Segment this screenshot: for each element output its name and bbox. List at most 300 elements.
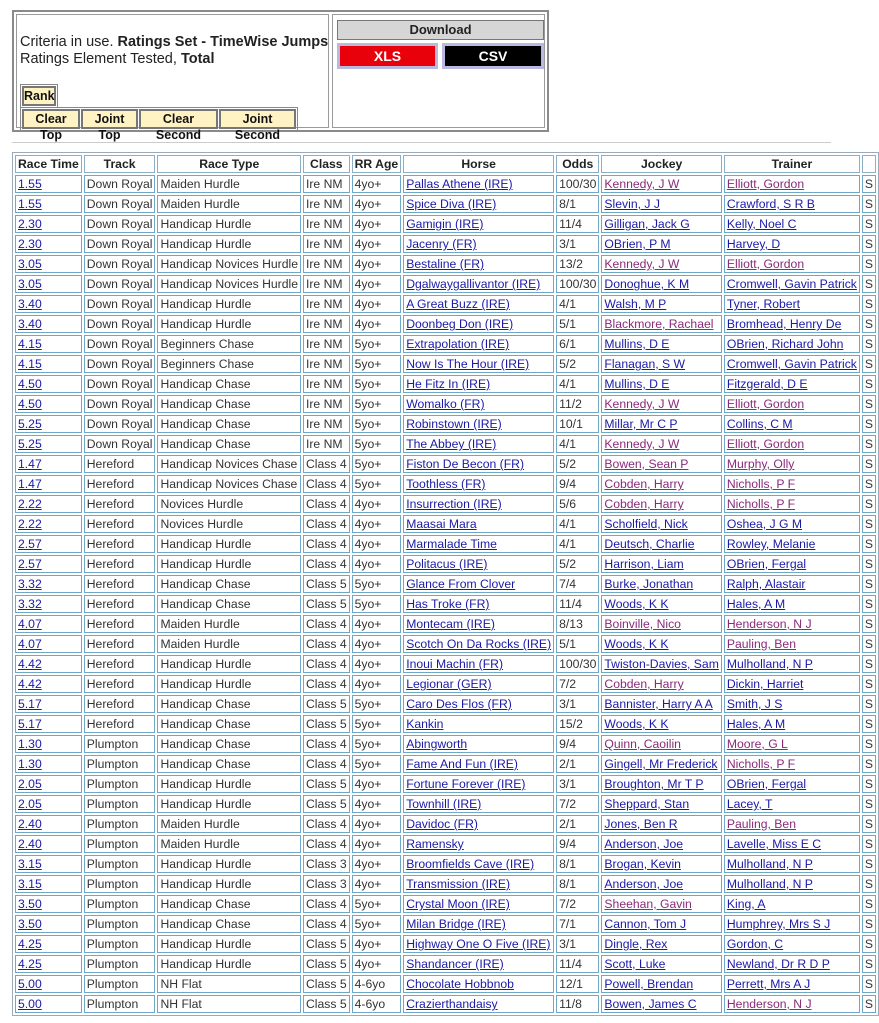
trainer-cell (724, 715, 860, 733)
jockey-link[interactable]: Cobden, Harry (604, 477, 684, 491)
race-time-cell (15, 595, 82, 613)
race-time-link[interactable]: 2.22 (18, 517, 42, 531)
trainer-link[interactable]: Nicholls, P F (726, 757, 796, 771)
overflow-cell: S (862, 215, 876, 233)
race-time-cell (15, 455, 82, 473)
table-row (15, 915, 876, 933)
column-header-trainer[interactable]: Trainer (724, 155, 860, 173)
horse-cell (403, 515, 554, 533)
jockey-cell (601, 915, 721, 933)
race-time-link[interactable]: 3.15 (18, 877, 42, 891)
column-header-overflow (862, 155, 876, 173)
horse-link[interactable]: Broomfields Cave (IRE) (406, 857, 535, 871)
jockey-link[interactable]: Millar, Mr C P (604, 417, 678, 431)
jockey-link[interactable]: Boinville, Nico (604, 617, 681, 631)
horse-link[interactable]: The Abbey (IRE) (406, 437, 497, 451)
column-header-jockey[interactable]: Jockey (601, 155, 721, 173)
jockey-cell (601, 795, 721, 813)
class-cell: Class 3 (303, 875, 350, 893)
download-panel (332, 14, 545, 128)
jockey-link[interactable]: Slevin, J J (604, 197, 660, 211)
trainer-link[interactable]: Elliott, Gordon (726, 257, 805, 271)
trainer-link[interactable]: Nicholls, P F (726, 497, 796, 511)
race-time-cell (15, 495, 82, 513)
overflow-cell: S (862, 535, 876, 553)
jockey-link[interactable]: Mullins, D E (604, 337, 670, 351)
horse-link[interactable]: Toothless (FR) (406, 477, 486, 491)
overflow-cell: S (862, 715, 876, 733)
jockey-cell (601, 715, 721, 733)
trainer-link[interactable]: Henderson, N J (726, 617, 812, 631)
class-cell: Class 4 (303, 915, 350, 933)
race-time-link[interactable]: 4.50 (18, 397, 42, 411)
jockey-link[interactable]: Deutsch, Charlie (604, 537, 695, 551)
track-cell: Hereford (84, 555, 156, 573)
column-header-class[interactable]: Class (303, 155, 350, 173)
rr-age-cell: 4yo+ (352, 875, 402, 893)
horse-link[interactable]: Davidoc (FR) (406, 817, 478, 831)
trainer-link[interactable]: Moore, G L (726, 737, 788, 751)
jockey-link[interactable]: Twiston-Davies, Sam (604, 657, 719, 671)
trainer-cell (724, 955, 860, 973)
jockey-cell (601, 475, 721, 493)
overflow-cell: S (862, 655, 876, 673)
odds-cell: 11/8 (556, 995, 599, 1013)
jockey-link[interactable]: Woods, K K (604, 637, 669, 651)
race-time-link[interactable]: 5.25 (18, 417, 42, 431)
horse-link[interactable]: Jacenry (FR) (406, 237, 477, 251)
horse-link[interactable]: Fortune Forever (IRE) (406, 777, 526, 791)
horse-link[interactable]: Robinstown (IRE) (406, 417, 502, 431)
race-time-link[interactable]: 1.55 (18, 197, 42, 211)
jockey-cell (601, 555, 721, 573)
jockey-link[interactable]: Quinn, Caoilin (604, 737, 681, 751)
jockey-link[interactable]: Cannon, Tom J (604, 917, 687, 931)
table-row (15, 275, 876, 293)
race-time-link[interactable]: 1.30 (18, 757, 42, 771)
table-body (15, 175, 876, 1013)
race-type-cell: Handicap Chase (157, 375, 301, 393)
trainer-link[interactable]: Lacey, T (726, 797, 773, 811)
overflow-cell: S (862, 915, 876, 933)
trainer-link[interactable]: King, A (726, 897, 766, 911)
trainer-link[interactable]: Pauling, Ben (726, 637, 796, 651)
jockey-link[interactable]: Kennedy, J W (604, 257, 680, 271)
race-time-link[interactable]: 3.50 (18, 897, 42, 911)
horse-link[interactable]: Inoui Machin (FR) (406, 657, 504, 671)
joint-second-button[interactable]: Joint Second (219, 109, 296, 129)
race-type-cell: Beginners Chase (157, 335, 301, 353)
race-type-cell: Handicap Chase (157, 595, 301, 613)
trainer-link[interactable]: Elliott, Gordon (726, 437, 805, 451)
race-time-link[interactable]: 4.25 (18, 937, 42, 951)
jockey-link[interactable]: Gingell, Mr Frederick (604, 757, 718, 771)
jockey-link[interactable]: Anderson, Joe (604, 837, 684, 851)
trainer-link[interactable]: Lavelle, Miss E C (726, 837, 822, 851)
horse-link[interactable]: Abingworth (406, 737, 468, 751)
track-cell: Down Royal (84, 255, 156, 273)
race-time-link[interactable]: 1.30 (18, 737, 42, 751)
trainer-link[interactable]: Nicholls, P F (726, 477, 796, 491)
horse-link[interactable]: Milan Bridge (IRE) (406, 917, 506, 931)
race-time-link[interactable]: 1.55 (18, 177, 42, 191)
horse-link[interactable]: He Fitz In (IRE) (406, 377, 491, 391)
rr-age-cell: 5yo+ (352, 915, 402, 933)
horse-link[interactable]: Legionar (GER) (406, 677, 492, 691)
horse-cell (403, 855, 554, 873)
download-label: Download (337, 20, 544, 40)
horse-link[interactable]: Pallas Athene (IRE) (406, 177, 513, 191)
trainer-link[interactable]: Gordon, C (726, 937, 784, 951)
race-time-link[interactable]: 3.05 (18, 277, 42, 291)
class-cell: Class 5 (303, 975, 350, 993)
race-time-cell (15, 175, 82, 193)
race-time-link[interactable]: 4.15 (18, 357, 42, 371)
xls-download-button[interactable]: XLS (337, 43, 438, 69)
race-time-link[interactable]: 5.17 (18, 697, 42, 711)
race-time-link[interactable]: 2.57 (18, 557, 42, 571)
horse-link[interactable]: Gamigin (IRE) (406, 217, 484, 231)
horse-link[interactable]: Womalko (FR) (406, 397, 485, 411)
odds-cell: 9/4 (556, 735, 599, 753)
race-time-link[interactable]: 5.00 (18, 997, 42, 1011)
odds-cell: 5/1 (556, 635, 599, 653)
jockey-link[interactable]: Powell, Brendan (604, 977, 694, 991)
trainer-link[interactable]: Ralph, Alastair (726, 577, 806, 591)
trainer-link[interactable]: Dickin, Harriet (726, 677, 804, 691)
trainer-cell (724, 915, 860, 933)
trainer-link[interactable]: Mulholland, N P (726, 877, 813, 891)
horse-cell (403, 875, 554, 893)
class-cell: Ire NM (303, 255, 350, 273)
class-cell: Class 4 (303, 515, 350, 533)
horse-link[interactable]: Crazierthandaisy (406, 997, 498, 1011)
horse-link[interactable]: Now Is The Hour (IRE) (406, 357, 530, 371)
trainer-link[interactable]: Hales, A M (726, 717, 786, 731)
trainer-link[interactable]: Elliott, Gordon (726, 177, 805, 191)
trainer-link[interactable]: Bromhead, Henry De (726, 317, 842, 331)
rr-age-cell: 4yo+ (352, 815, 402, 833)
horse-link[interactable]: A Great Buzz (IRE) (406, 297, 510, 311)
horse-cell (403, 615, 554, 633)
table-row (15, 395, 876, 413)
column-header-rr-age[interactable]: RR Age (352, 155, 402, 173)
horse-link[interactable]: Transmission (IRE) (406, 877, 511, 891)
jockey-link[interactable]: Sheehan, Gavin (604, 897, 692, 911)
class-cell: Class 4 (303, 755, 350, 773)
horse-link[interactable]: Kankin (406, 717, 444, 731)
track-cell: Plumpton (84, 875, 156, 893)
horse-cell (403, 595, 554, 613)
trainer-cell (724, 735, 860, 753)
jockey-cell (601, 855, 721, 873)
race-time-link[interactable]: 4.50 (18, 377, 42, 391)
table-row (15, 895, 876, 913)
horse-cell (403, 175, 554, 193)
horse-link[interactable]: Fame And Fun (IRE) (406, 757, 518, 771)
horse-link[interactable]: Doonbeg Don (IRE) (406, 317, 514, 331)
race-time-link[interactable]: 2.30 (18, 217, 42, 231)
horse-link[interactable]: Ramensky (406, 837, 464, 851)
jockey-link[interactable]: Walsh, M P (604, 297, 667, 311)
trainer-link[interactable]: Newland, Dr R D P (726, 957, 830, 971)
trainer-link[interactable]: Hales, A M (726, 597, 786, 611)
race-time-link[interactable]: 2.22 (18, 497, 42, 511)
horse-cell (403, 715, 554, 733)
trainer-link[interactable]: Pauling, Ben (726, 817, 796, 831)
jockey-link[interactable]: Kennedy, J W (604, 397, 680, 411)
trainer-link[interactable]: OBrien, Fergal (726, 777, 807, 791)
odds-cell: 10/1 (556, 415, 599, 433)
table-row (15, 995, 876, 1013)
jockey-link[interactable]: Jones, Ben R (604, 817, 678, 831)
race-type-cell: Handicap Chase (157, 755, 301, 773)
odds-cell: 5/2 (556, 455, 599, 473)
race-time-link[interactable]: 4.25 (18, 957, 42, 971)
horse-cell (403, 315, 554, 333)
race-time-link[interactable]: 2.57 (18, 537, 42, 551)
jockey-link[interactable]: Woods, K K (604, 597, 669, 611)
race-time-link[interactable]: 4.07 (18, 617, 42, 631)
horse-link[interactable]: Maasai Mara (406, 517, 477, 531)
csv-download-button[interactable]: CSV (442, 43, 544, 69)
horse-link[interactable]: Caro Des Flos (FR) (406, 697, 512, 711)
column-header-race-type[interactable]: Race Type (157, 155, 301, 173)
trainer-cell (724, 835, 860, 853)
jockey-link[interactable]: Donoghue, K M (604, 277, 690, 291)
trainer-cell (724, 555, 860, 573)
horse-link[interactable]: Glance From Clover (406, 577, 516, 591)
jockey-cell (601, 655, 721, 673)
jockey-link[interactable]: Bowen, Sean P (604, 457, 689, 471)
column-header-race-time[interactable]: Race Time (15, 155, 82, 173)
track-cell: Plumpton (84, 835, 156, 853)
jockey-cell (601, 395, 721, 413)
rr-age-cell: 5yo+ (352, 415, 402, 433)
jockey-link[interactable]: Anderson, Joe (604, 877, 684, 891)
trainer-link[interactable]: Harvey, D (726, 237, 781, 251)
trainer-cell (724, 235, 860, 253)
trainer-link[interactable]: Humphrey, Mrs S J (726, 917, 831, 931)
race-time-link[interactable]: 2.05 (18, 777, 42, 791)
jockey-link[interactable]: Sheppard, Stan (604, 797, 690, 811)
track-cell: Down Royal (84, 275, 156, 293)
rr-age-cell: 5yo+ (352, 735, 402, 753)
table-row (15, 855, 876, 873)
jockey-link[interactable]: OBrien, P M (604, 237, 671, 251)
jockey-link[interactable]: Dingle, Rex (604, 937, 668, 951)
jockey-link[interactable]: Burke, Jonathan (604, 577, 694, 591)
class-cell: Ire NM (303, 355, 350, 373)
trainer-link[interactable]: Mulholland, N P (726, 657, 813, 671)
table-row (15, 595, 876, 613)
jockey-cell (601, 695, 721, 713)
jockey-link[interactable]: Kennedy, J W (604, 177, 680, 191)
table-row (15, 575, 876, 593)
jockey-link[interactable]: Woods, K K (604, 717, 669, 731)
horse-link[interactable]: Dgalwaygallivantor (IRE) (406, 277, 541, 291)
class-cell: Class 4 (303, 675, 350, 693)
track-cell: Down Royal (84, 235, 156, 253)
jockey-link[interactable]: Mullins, D E (604, 377, 670, 391)
horse-link[interactable]: Scotch On Da Rocks (IRE) (406, 637, 552, 651)
trainer-link[interactable]: OBrien, Richard John (726, 337, 844, 351)
column-header-odds[interactable]: Odds (556, 155, 599, 173)
rr-age-cell: 5yo+ (352, 475, 402, 493)
race-time-cell (15, 835, 82, 853)
jockey-link[interactable]: Brogan, Kevin (604, 857, 681, 871)
race-time-cell (15, 275, 82, 293)
trainer-link[interactable]: Mulholland, N P (726, 857, 813, 871)
rank-button[interactable]: Rank (22, 86, 56, 106)
race-time-link[interactable]: 3.40 (18, 317, 42, 331)
jockey-link[interactable]: Bowen, James C (604, 997, 697, 1011)
horse-link[interactable]: Insurrection (IRE) (406, 497, 502, 511)
jockey-link[interactable]: Blackmore, Rachael (604, 317, 714, 331)
horse-link[interactable]: Extrapolation (IRE) (406, 337, 510, 351)
trainer-link[interactable]: Crawford, S R B (726, 197, 815, 211)
horse-cell (403, 375, 554, 393)
race-time-cell (15, 315, 82, 333)
race-type-cell: Handicap Hurdle (157, 315, 301, 333)
race-time-link[interactable]: 2.05 (18, 797, 42, 811)
trainer-cell (724, 595, 860, 613)
track-cell: Hereford (84, 695, 156, 713)
race-time-link[interactable]: 4.42 (18, 657, 42, 671)
table-row (15, 715, 876, 733)
horse-link[interactable]: Chocolate Hobbnob (406, 977, 514, 991)
class-cell: Ire NM (303, 175, 350, 193)
jockey-link[interactable]: Flanagan, S W (604, 357, 686, 371)
rr-age-cell: 4yo+ (352, 535, 402, 553)
trainer-link[interactable]: Fitzgerald, D E (726, 377, 808, 391)
jockey-cell (601, 355, 721, 373)
element-prefix: Ratings Element Tested, (20, 51, 177, 67)
horse-cell (403, 435, 554, 453)
jockey-link[interactable]: Kennedy, J W (604, 437, 680, 451)
horse-link[interactable]: Crystal Moon (IRE) (406, 897, 510, 911)
trainer-link[interactable]: Cromwell, Gavin Patrick (726, 277, 857, 291)
trainer-link[interactable]: Collins, C M (726, 417, 793, 431)
race-type-cell: Novices Hurdle (157, 495, 301, 513)
jockey-link[interactable]: Bannister, Harry A A (604, 697, 713, 711)
race-time-link[interactable]: 3.32 (18, 597, 42, 611)
jockey-link[interactable]: Cobden, Harry (604, 677, 684, 691)
rr-age-cell: 4yo+ (352, 295, 402, 313)
race-time-link[interactable]: 5.17 (18, 717, 42, 731)
race-time-link[interactable]: 3.15 (18, 857, 42, 871)
horse-link[interactable]: Marmalade Time (406, 537, 497, 551)
clear-second-button[interactable]: Clear Second (139, 109, 218, 129)
trainer-link[interactable]: Rowley, Melanie (726, 537, 816, 551)
race-time-link[interactable]: 1.47 (18, 477, 42, 491)
horse-link[interactable]: Fiston De Becon (FR) (406, 457, 525, 471)
horse-link[interactable]: Shandancer (IRE) (406, 957, 504, 971)
race-type-cell: NH Flat (157, 975, 301, 993)
trainer-link[interactable]: Tyner, Robert (726, 297, 801, 311)
race-time-link[interactable]: 5.00 (18, 977, 42, 991)
trainer-cell (724, 415, 860, 433)
horse-cell (403, 635, 554, 653)
jockey-link[interactable]: Gilligan, Jack G (604, 217, 690, 231)
jockey-cell (601, 895, 721, 913)
odds-cell: 7/2 (556, 895, 599, 913)
rr-age-cell: 5yo+ (352, 395, 402, 413)
horse-link[interactable]: Bestaline (FR) (406, 257, 485, 271)
race-time-cell (15, 635, 82, 653)
horse-link[interactable]: Has Troke (FR) (406, 597, 490, 611)
horse-link[interactable]: Highway One O Five (IRE) (406, 937, 551, 951)
joint-top-button[interactable]: Joint Top (81, 109, 138, 129)
jockey-link[interactable]: Scholfield, Nick (604, 517, 688, 531)
trainer-link[interactable]: OBrien, Fergal (726, 557, 807, 571)
race-time-link[interactable]: 3.40 (18, 297, 42, 311)
clear-top-button[interactable]: Clear Top (22, 109, 80, 129)
track-cell: Hereford (84, 455, 156, 473)
trainer-link[interactable]: Cromwell, Gavin Patrick (726, 357, 857, 371)
horse-cell (403, 275, 554, 293)
race-time-link[interactable]: 4.07 (18, 637, 42, 651)
jockey-link[interactable]: Harrison, Liam (604, 557, 684, 571)
trainer-link[interactable]: Henderson, N J (726, 997, 812, 1011)
jockey-link[interactable]: Broughton, Mr T P (604, 777, 704, 791)
rr-age-cell: 5yo+ (352, 435, 402, 453)
horse-link[interactable]: Townhill (IRE) (406, 797, 482, 811)
jockey-link[interactable]: Scott, Luke (604, 957, 666, 971)
race-time-link[interactable]: 3.05 (18, 257, 42, 271)
jockey-link[interactable]: Cobden, Harry (604, 497, 684, 511)
trainer-cell (724, 875, 860, 893)
race-type-cell: Handicap Chase (157, 735, 301, 753)
race-time-link[interactable]: 4.15 (18, 337, 42, 351)
trainer-cell (724, 675, 860, 693)
trainer-link[interactable]: Oshea, J G M (726, 517, 803, 531)
odds-cell: 7/1 (556, 915, 599, 933)
jockey-cell (601, 835, 721, 853)
race-time-link[interactable]: 2.40 (18, 817, 42, 831)
race-type-cell: Handicap Hurdle (157, 215, 301, 233)
race-time-link[interactable]: 4.42 (18, 677, 42, 691)
horse-link[interactable]: Politacus (IRE) (406, 557, 488, 571)
race-time-link[interactable]: 3.50 (18, 917, 42, 931)
race-time-cell (15, 935, 82, 953)
horse-link[interactable]: Montecam (IRE) (406, 617, 495, 631)
trainer-link[interactable]: Smith, J S (726, 697, 783, 711)
class-cell: Class 5 (303, 775, 350, 793)
race-time-link[interactable]: 1.47 (18, 457, 42, 471)
column-header-horse[interactable]: Horse (403, 155, 554, 173)
race-time-link[interactable]: 2.30 (18, 237, 42, 251)
race-type-cell: Handicap Novices Chase (157, 455, 301, 473)
trainer-link[interactable]: Perrett, Mrs A J (726, 977, 811, 991)
race-time-link[interactable]: 5.25 (18, 437, 42, 451)
rr-age-cell: 4yo+ (352, 555, 402, 573)
trainer-link[interactable]: Murphy, Olly (726, 457, 795, 471)
horse-link[interactable]: Spice Diva (IRE) (406, 197, 497, 211)
race-time-link[interactable]: 2.40 (18, 837, 42, 851)
trainer-link[interactable]: Elliott, Gordon (726, 397, 805, 411)
trainer-cell (724, 475, 860, 493)
trainer-link[interactable]: Kelly, Noel C (726, 217, 797, 231)
race-time-link[interactable]: 3.32 (18, 577, 42, 591)
column-header-track[interactable]: Track (84, 155, 156, 173)
race-time-cell (15, 915, 82, 933)
table-row (15, 955, 876, 973)
table-row (15, 515, 876, 533)
horse-cell (403, 795, 554, 813)
overflow-cell: S (862, 575, 876, 593)
overflow-cell: S (862, 515, 876, 533)
